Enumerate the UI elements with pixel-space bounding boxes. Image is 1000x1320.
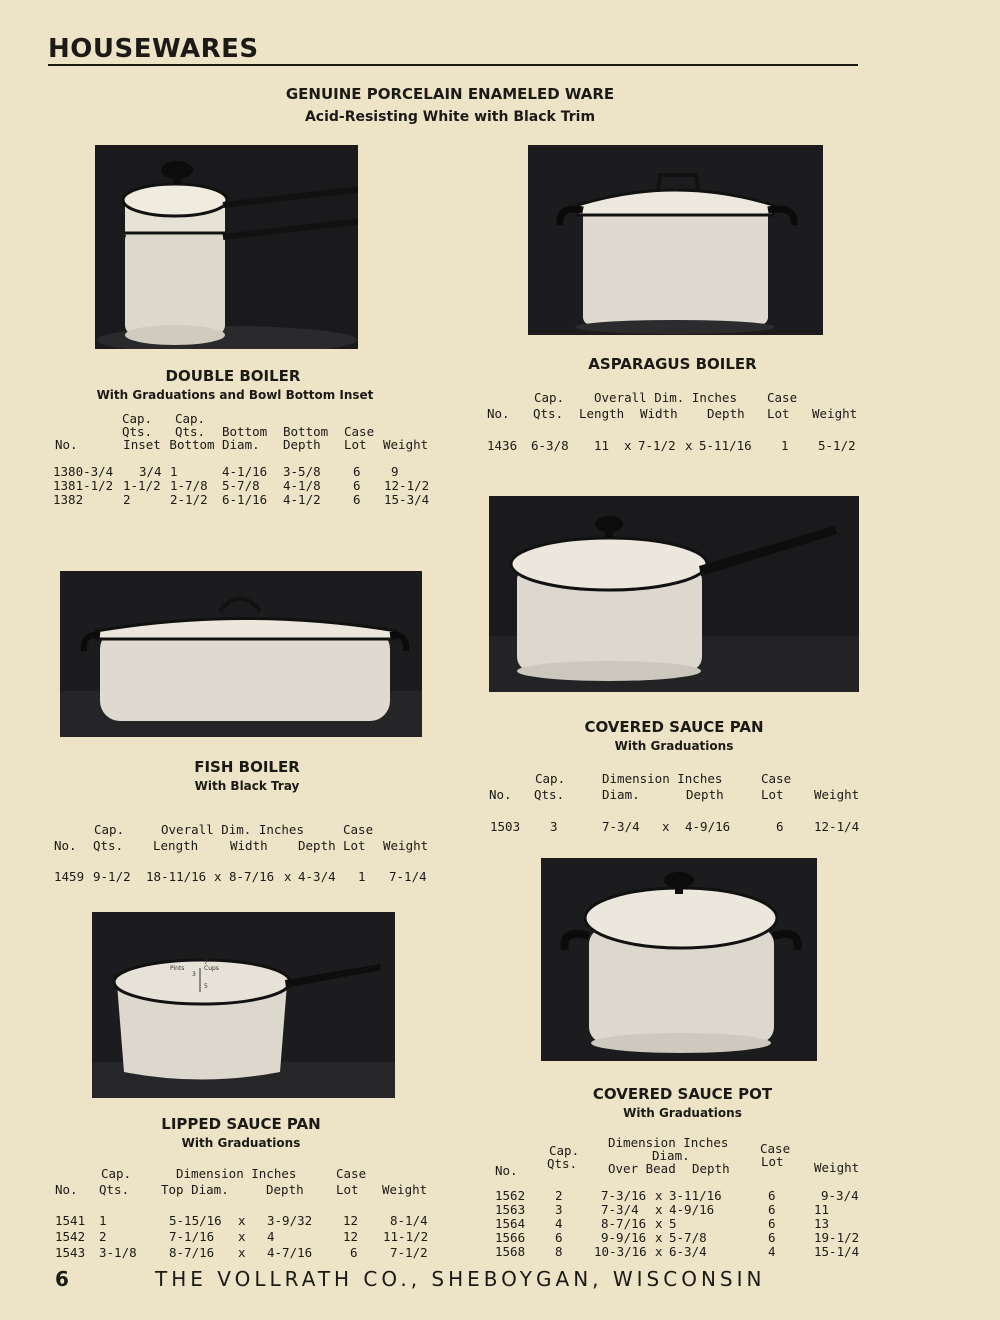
col-header: Qts. [99,1182,130,1197]
cap-bottom: 1-7/8 [170,478,208,493]
weight: 12-1/2 [384,478,430,493]
col-header-no: No. [55,437,78,452]
depth: 5-11/16 [699,438,752,453]
weight: 11-1/2 [383,1229,429,1244]
bottom-depth: 4-1/8 [283,478,321,493]
item-number: 1503 [490,819,521,834]
capacity: 6-3/8 [531,438,569,453]
col-header: Overall Dim. Inches [594,390,737,405]
weight: 11 [814,1202,830,1217]
covered-sauce-pan-title: COVERED SAUCE PAN [584,718,764,736]
depth: 4-9/16 [669,1202,715,1217]
covered-sauce-pan-illustration [489,496,859,692]
case-lot: 6 [350,1245,358,1260]
col-header: Lot [343,838,366,853]
col-header: Over Bead [608,1161,676,1176]
item-number: 1543 [55,1245,86,1260]
double-boiler-illustration [95,145,358,349]
col-header: Weight [812,406,858,421]
times-sign: x [624,438,632,453]
covered-sauce-pot-illustration [541,858,817,1061]
col-header: Lot [336,1182,359,1197]
col-header: Diam. [652,1148,690,1163]
col-header: Lot [761,1154,784,1169]
col-header: Depth [692,1161,730,1176]
item-number: 1568 [495,1244,526,1259]
cap-inset: 3/4 [139,464,162,479]
item-number: 1562 [495,1188,526,1203]
col-header: Qts. [174,424,206,439]
catalog-heading: GENUINE PORCELAIN ENAMELED WARE [285,85,615,103]
col-header: Case [336,1166,367,1181]
bottom-depth: 4-1/2 [283,492,321,507]
col-header: Cap. [535,771,566,786]
col-header: Width [230,838,268,853]
weight: 19-1/2 [814,1230,860,1245]
times-sign: x [655,1230,663,1245]
times-sign: x [238,1245,246,1260]
col-header: Dimension Inches [602,771,723,786]
col-header: Bottom [283,424,329,439]
depth: 5 [669,1216,677,1231]
capacity: 9-1/2 [93,869,131,884]
col-header-no: No. [487,406,510,421]
col-header: Bottom [169,437,215,452]
graduation-label: Pints [170,965,185,972]
covered-sauce-pan-photo [489,496,859,692]
asparagus-boiler-illustration [528,145,823,335]
graduation-label: 5 [204,983,208,990]
times-sign: x [662,819,670,834]
length: 11 [594,438,610,453]
weight: 15-1/4 [814,1244,860,1259]
graduation-label: 7 [204,959,208,966]
item-number: 1564 [495,1216,526,1231]
col-header: Qts. [533,406,564,421]
weight: 7-1/4 [389,869,427,884]
cap-inset: 1-1/2 [123,478,161,493]
lipped-sauce-pan-photo [92,912,395,1098]
capacity: 6 [555,1230,563,1245]
col-header-no: No. [54,838,77,853]
col-header: Qts. [121,424,153,439]
section-title: HOUSEWARES [48,34,259,64]
depth: 5-7/8 [669,1230,707,1245]
diameter: 10-3/16 [594,1244,647,1259]
case-lot: 6 [768,1216,776,1231]
col-header: Length [579,406,625,421]
bottom-diam: 6-1/16 [222,492,268,507]
col-header-no: No. [55,1182,78,1197]
col-header: Lot [344,437,367,452]
col-header: Top Diam. [161,1182,229,1197]
case-lot: 6 [776,819,784,834]
col-header: Case [344,424,375,439]
case-lot: 12 [343,1213,359,1228]
item-number: 1541 [55,1213,86,1228]
diameter: 9-9/16 [601,1230,647,1245]
capacity: 2 [555,1188,563,1203]
case-lot: 6 [768,1230,776,1245]
item-number: 1382 [53,492,84,507]
graduation-label: Cups [204,965,219,972]
times-sign: x [655,1202,663,1217]
capacity: 8 [555,1244,563,1259]
col-header: Case [760,1141,791,1156]
fish-boiler-illustration [60,571,422,737]
col-header: Weight [814,787,860,802]
weight: 8-1/4 [390,1213,428,1228]
catalog-subheading: Acid-Resisting White with Black Trim [304,109,596,125]
bottom-diam: 4-1/16 [222,464,268,479]
col-header: Qts. [547,1156,578,1171]
length: 18-11/16 [146,869,207,884]
col-header: Weight [814,1160,860,1175]
covered-sauce-pot-photo [541,858,817,1061]
case-lot: 6 [353,492,361,507]
capacity: 1 [99,1213,107,1228]
case-lot: 6 [353,478,361,493]
col-header: Cap. [121,411,153,426]
col-header: Length [153,838,199,853]
case-lot: 6 [353,464,361,479]
weight: 15-3/4 [384,492,430,507]
col-header: Weight [383,437,429,452]
case-lot: 6 [768,1188,776,1203]
col-header: Case [343,822,374,837]
covered-sauce-pot-title: COVERED SAUCE POT [592,1085,773,1103]
col-header: Lot [767,406,790,421]
diameter: 8-7/16 [601,1216,647,1231]
weight: 7-1/2 [390,1245,428,1260]
col-header: Weight [383,838,429,853]
col-header: Depth [686,787,724,802]
graduation-label: 3 [192,971,196,978]
times-sign: x [238,1229,246,1244]
col-header: Diam. [602,787,640,802]
col-header: Bottom [222,424,268,439]
company-footer: THE VOLLRATH CO., SHEBOYGAN, WISCONSIN [155,1267,766,1291]
item-number: 1436 [487,438,518,453]
times-sign: x [685,438,693,453]
weight: 5-1/2 [818,438,856,453]
item-number: 1566 [495,1230,526,1245]
header-rule [48,64,858,66]
asparagus-boiler-title: ASPARAGUS BOILER [588,355,757,373]
col-header: Cap. [101,1166,132,1181]
col-header: Case [761,771,792,786]
col-header: Depth [283,437,321,452]
covered-sauce-pot-subtitle: With Graduations [623,1106,742,1120]
item-number: 1380-3/4 [53,464,114,479]
col-header: Inset [123,437,161,452]
capacity: 3 [555,1202,563,1217]
depth: 6-3/4 [669,1244,707,1259]
col-header: Diam. [222,437,260,452]
case-lot: 12 [343,1229,359,1244]
times-sign: x [214,869,222,884]
times-sign: x [655,1188,663,1203]
case-lot: 4 [768,1244,776,1259]
weight: 13 [814,1216,830,1231]
diameter: 7-3/4 [601,1202,639,1217]
col-header: Overall Dim. Inches [161,822,304,837]
cap-bottom: 1 [170,464,178,479]
cap-inset: 2 [123,492,131,507]
col-header: Cap. [94,822,125,837]
col-header: Dimension Inches [176,1166,297,1181]
col-header-no: No. [495,1163,518,1178]
col-header: Depth [707,406,745,421]
depth: 4-3/4 [298,869,336,884]
lipped-sauce-pan-illustration [92,912,395,1098]
bottom-depth: 3-5/8 [283,464,321,479]
double-boiler-subtitle: With Graduations and Bowl Bottom Inset [96,388,374,402]
diameter: 7-3/16 [601,1188,647,1203]
top-diameter: 7-1/16 [169,1229,215,1244]
page-number: 6 [55,1267,69,1291]
lipped-sauce-pan-subtitle: With Graduations [181,1136,301,1150]
asparagus-boiler-photo [528,145,823,335]
times-sign: x [655,1244,663,1259]
item-number: 1542 [55,1229,86,1244]
weight: 12-1/4 [814,819,860,834]
item-number: 1459 [54,869,85,884]
depth: 4 [267,1229,275,1244]
weight: 9 [391,464,399,479]
depth: 3-9/32 [267,1213,313,1228]
width: 7-1/2 [638,438,676,453]
lipped-sauce-pan-title: LIPPED SAUCE PAN [161,1115,321,1133]
capacity: 3-1/8 [99,1245,137,1260]
capacity: 2 [99,1229,107,1244]
double-boiler-title: DOUBLE BOILER [165,367,301,385]
times-sign: x [284,869,292,884]
top-diameter: 5-15/16 [169,1213,222,1228]
col-header: Case [767,390,798,405]
fish-boiler-subtitle: With Black Tray [194,779,300,793]
covered-sauce-pan-subtitle: With Graduations [614,739,734,753]
col-header: Lot [761,787,784,802]
col-header: Cap. [534,390,565,405]
case-lot: 6 [768,1202,776,1217]
depth: 3-11/16 [669,1188,722,1203]
width: 8-7/16 [229,869,275,884]
times-sign: x [238,1213,246,1228]
col-header: Depth [266,1182,304,1197]
col-header: Width [640,406,678,421]
col-header: Dimension Inches [608,1135,729,1150]
col-header-no: No. [489,787,512,802]
fish-boiler-title: FISH BOILER [194,758,300,776]
times-sign: x [655,1216,663,1231]
item-number: 1563 [495,1202,526,1217]
diameter: 7-3/4 [602,819,640,834]
col-header: Qts. [534,787,565,802]
col-header: Depth [298,838,336,853]
fish-boiler-photo [60,571,422,737]
col-header: Weight [382,1182,428,1197]
top-diameter: 8-7/16 [169,1245,215,1260]
case-lot: 1 [358,869,366,884]
depth: 4-7/16 [267,1245,313,1260]
capacity: 4 [555,1216,563,1231]
col-header: Cap. [549,1143,580,1158]
cap-bottom: 2-1/2 [170,492,208,507]
case-lot: 1 [781,438,789,453]
capacity: 3 [550,819,558,834]
item-number: 1381-1/2 [53,478,114,493]
col-header: Qts. [93,838,124,853]
bottom-diam: 5-7/8 [222,478,260,493]
weight: 9-3/4 [821,1188,859,1203]
col-header: Cap. [174,411,206,426]
double-boiler-photo [95,145,358,349]
depth: 4-9/16 [685,819,731,834]
